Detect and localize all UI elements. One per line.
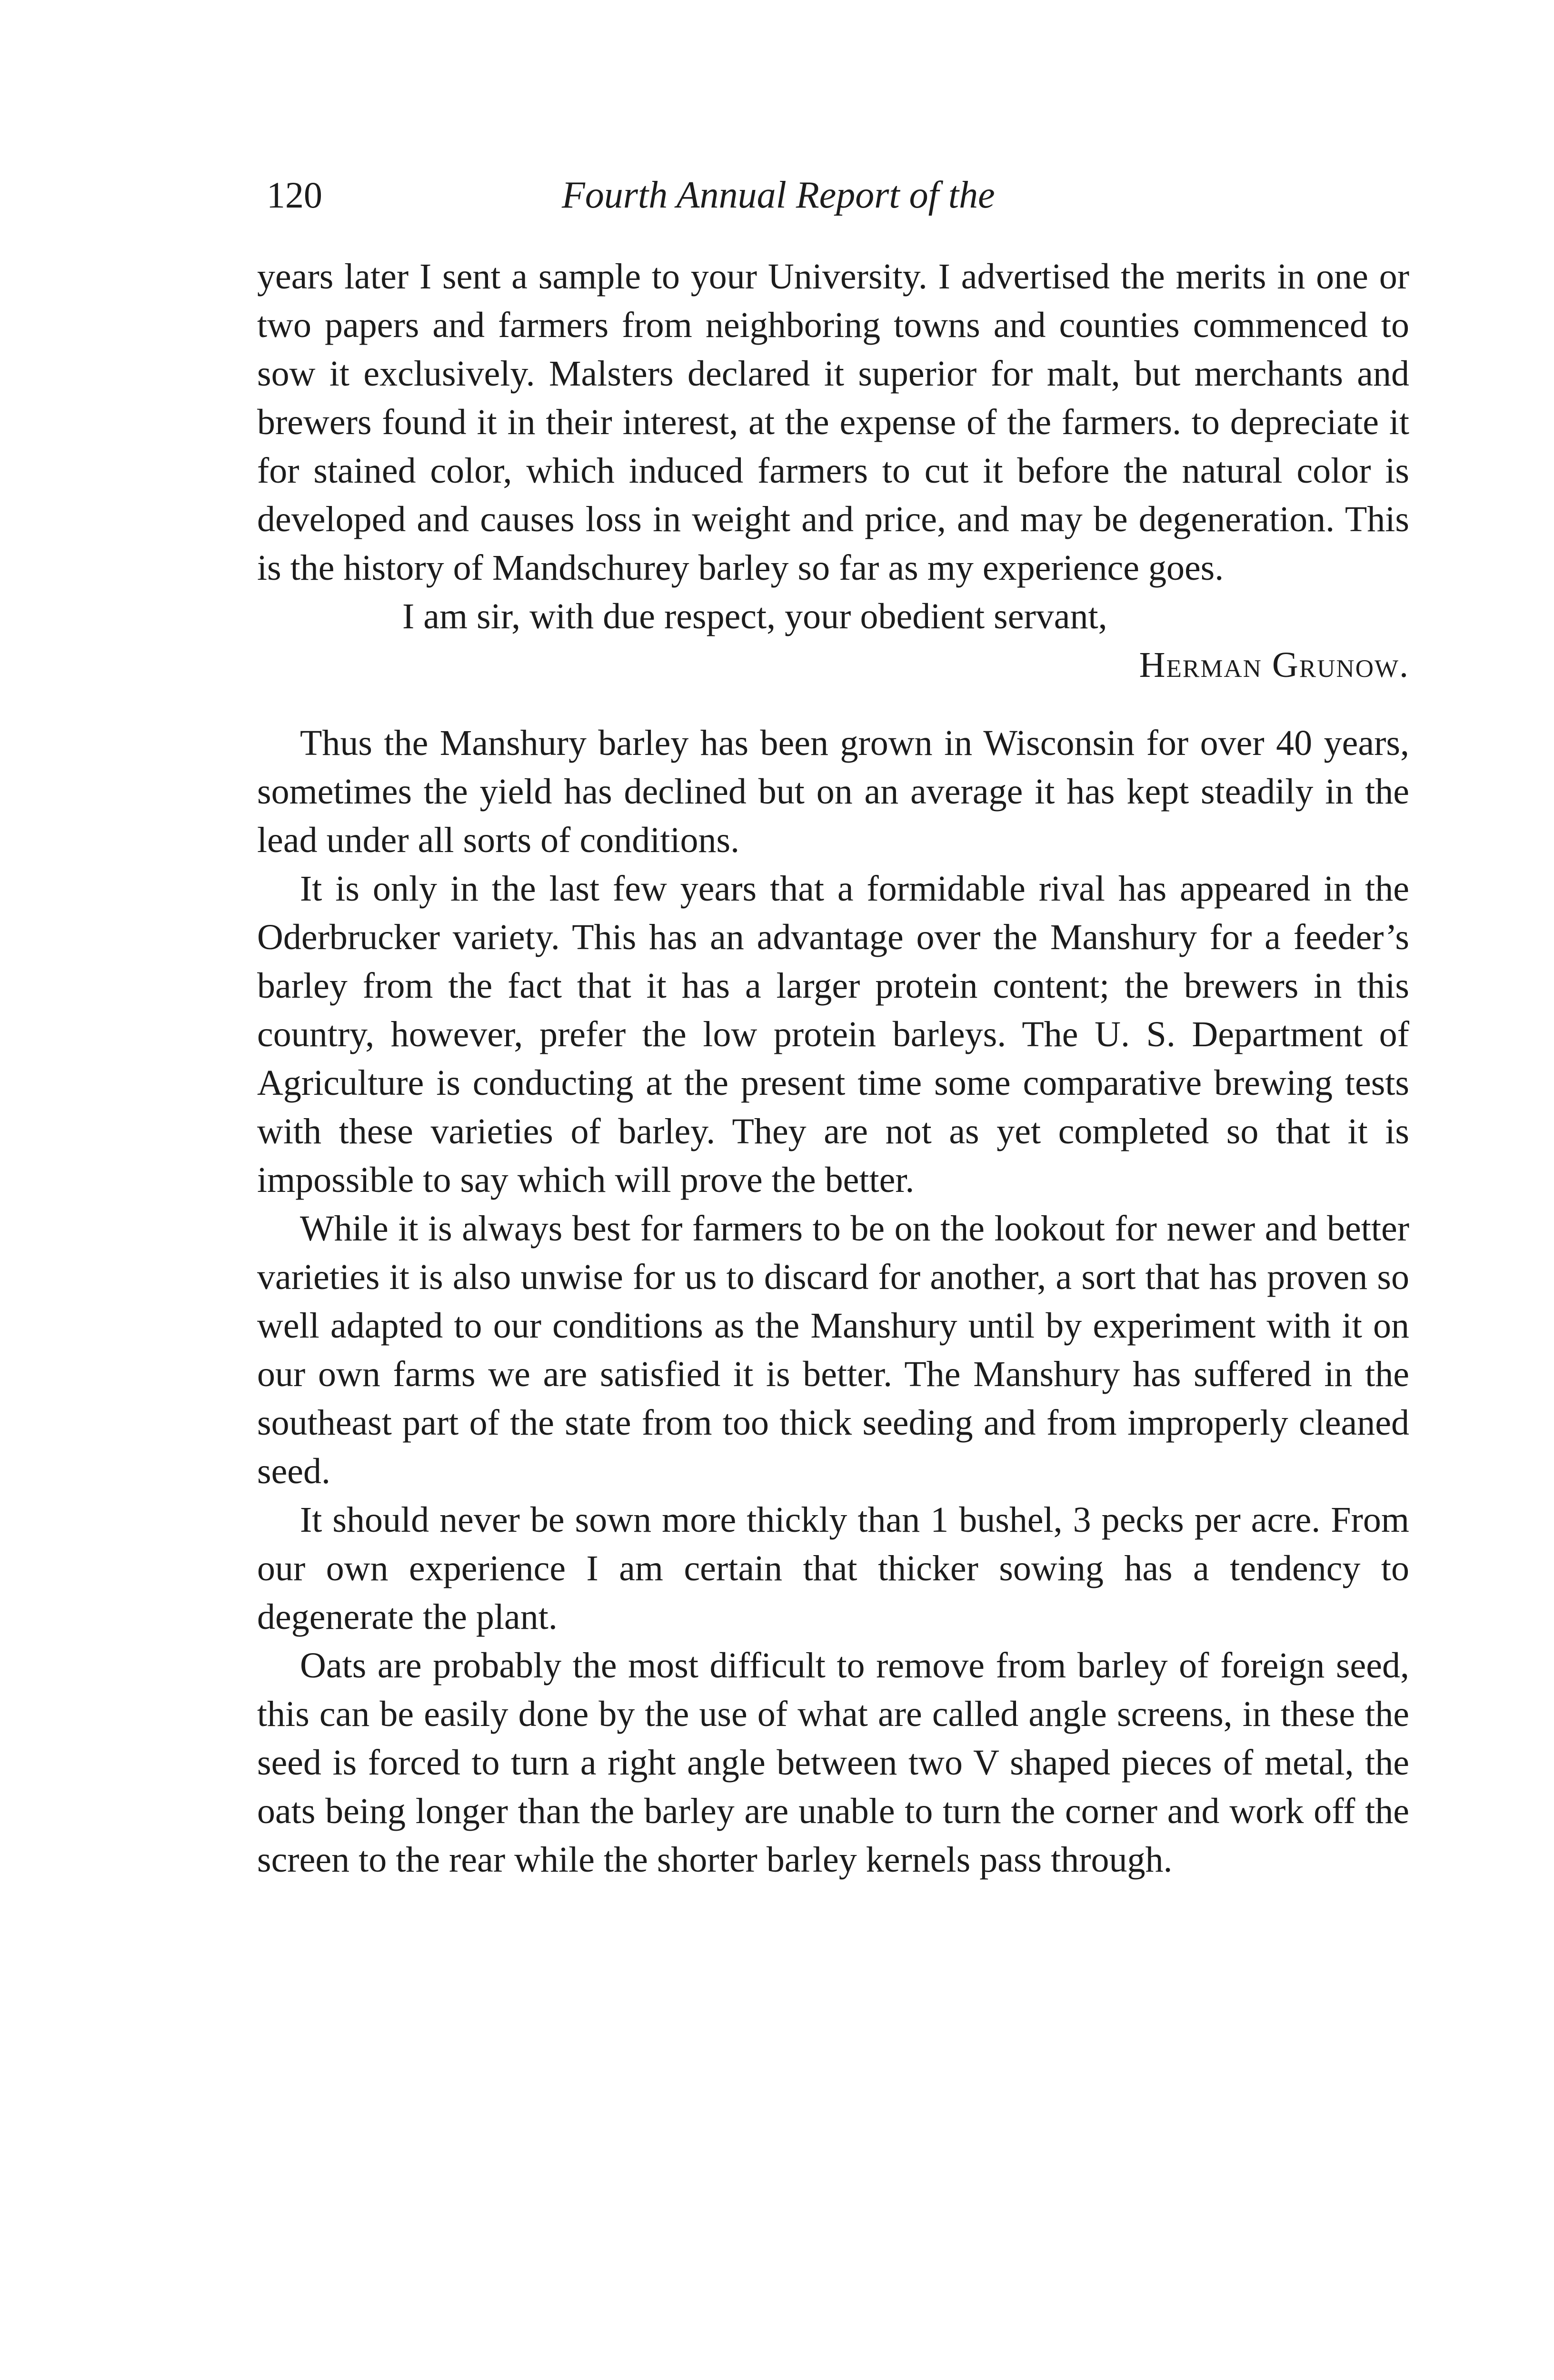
- paragraph-angle-screens: Oats are probably the most difficult to remove from barley of foreign seed, this can be easily done by the use of what are called angle screens, in these the seed is forced to turn a right angle between two V shaped pieces of metal, the oats being longer than the barley are unable to turn the corner and work off the screen to the rear while the shorter barley kernels pass through.: [257, 1646, 1409, 1880]
- paragraph-history: Thus the Manshury barley has been grown in Wisconsin for over 40 years, sometimes the yield has declined but on an average it has kept steadily in the lead under all sorts of conditions.: [257, 723, 1409, 860]
- paragraph-oderbrucker: It is only in the last few years that a formidable rival has appeared in the Oderbrucker variety. This has an advantage over the Manshury for a feeder’s barley from the fact that it has a larger protein content; the brewers in this country, however, prefer the low protein barleys. The U. S. Department of Agriculture is conducting at the present time some comparative brewing tests with these varieties of barley. They are not as yet completed so that it is impossible to say which will prove the better.: [257, 869, 1409, 1200]
- letter-paragraph: years later I sent a sample to your University. I advertised the merits in one or two papers and farmers from neighboring towns and counties commenced to sow it exclusively. Malsters declared it superior for malt, but merchants and brewers found it in their interest, at the expense of the farmers. to depreciate it for stained color, which induced farmers to cut it before the natural color is developed and causes loss in weight and price, and may be degeneration. This is the history of Mandschurey barley so far as my experience goes.: [257, 257, 1409, 588]
- paragraph-varieties: While it is always best for farmers to be on the lookout for newer and better varieties it is also unwise for us to discard for another, a sort that has proven so well adapted to our conditions as the Manshury until by experiment with it on our own farms we are satisfied it is better. The Manshury has suffered in the southeast part of the state from too thick seeding and from improperly cleaned seed.: [257, 1209, 1409, 1491]
- letter-closing: I am sir, with due respect, your obedient servant,: [402, 596, 1107, 636]
- running-title: Fourth Annual Report of the: [562, 174, 995, 216]
- paragraph-seeding-rate: It should never be sown more thickly than 1 bushel, 3 pecks per acre. From our own experience I am certain that thicker sowing has a tendency to degenerate the plant.: [257, 1500, 1409, 1637]
- page-number: 120: [267, 174, 322, 216]
- letter-signature: Herman Grunow.: [1139, 645, 1409, 685]
- running-head: [267, 167, 1409, 224]
- body-text: [257, 252, 1409, 1884]
